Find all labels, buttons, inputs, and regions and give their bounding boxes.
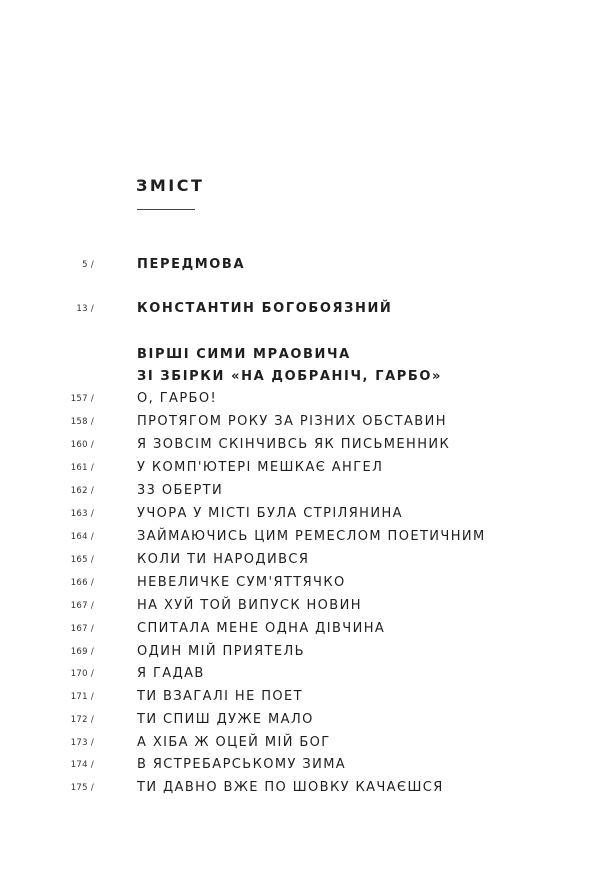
toc-entry[interactable] [0,506,600,526]
toc-entry-title: У КОМП'ЮТЕРІ МЕШКАЄ АНГЕЛ [137,460,384,475]
toc-page-number: 161 / [70,463,94,473]
toc-page-number: 164 / [70,532,94,542]
title-underline [137,209,195,210]
toc-entry-title: Я ЗОВСІМ СКІНЧИВСЬ ЯК ПИСЬМЕННИК [137,437,451,452]
toc-entry-title: А ХІБА Ж ОЦЕЙ МІЙ БОГ [137,735,331,750]
toc-entry[interactable] [0,257,600,277]
toc-entry[interactable] [0,437,600,457]
toc-page-number: 173 / [70,738,94,748]
toc-entry-title: Я ГАДАВ [137,666,205,681]
toc-entry[interactable] [0,529,600,549]
toc-entry-title: КОНСТАНТИН БОГОБОЯЗНИЙ [137,301,393,316]
toc-entry[interactable] [0,780,600,800]
toc-page-number: 5 / [82,260,94,270]
toc-page-number: 165 / [70,555,94,565]
toc-entry[interactable] [0,735,600,755]
toc-entry-title: О, ГАРБО! [137,391,218,406]
toc-page-number: 171 / [70,692,94,702]
toc-page-number: 172 / [70,715,94,725]
toc-entry-title: ТИ ДАВНО ВЖЕ ПО ШОВКУ КАЧАЄШСЯ [137,780,444,795]
toc-section-subtitle: ЗІ ЗБІРКИ «НА ДОБРАНІЧ, ГАРБО» [137,369,443,384]
toc-section-title: ВІРШІ СИМИ МРАОВИЧА [137,347,351,362]
toc-entry-title: НА ХУЙ ТОЙ ВИПУСК НОВИН [137,598,362,613]
toc-entry[interactable] [0,644,600,664]
toc-entry[interactable] [0,598,600,618]
toc-page-number: 175 / [70,783,94,793]
toc-entry-title: ТИ СПИШ ДУЖЕ МАЛО [137,712,314,727]
toc-entry-title: СПИТАЛА МЕНЕ ОДНА ДІВЧИНА [137,621,386,636]
toc-entry[interactable] [0,621,600,641]
toc-page-number: 160 / [70,440,94,450]
toc-entry-title: ПРОТЯГОМ РОКУ ЗА РІЗНИХ ОБСТАВИН [137,414,447,429]
page-title: ЗМІСТ [136,176,205,195]
toc-page-number: 162 / [70,486,94,496]
toc-entry[interactable] [0,391,600,411]
toc-section-heading [0,347,600,367]
toc-entry-title: НЕВЕЛИЧКЕ СУМ'ЯТТЯЧКО [137,575,346,590]
toc-entry[interactable] [0,712,600,732]
toc-page-number: 167 / [70,601,94,611]
toc-entry-title: В ЯСТРЕБАРСЬКОМУ ЗИМА [137,757,347,772]
toc-entry[interactable] [0,483,600,503]
toc-page-number: 169 / [70,647,94,657]
toc-entry[interactable] [0,666,600,686]
toc-entry-title: ОДИН МІЙ ПРИЯТЕЛЬ [137,644,305,659]
toc-page-number: 170 / [70,669,94,679]
toc-entry[interactable] [0,460,600,480]
toc-page-number: 174 / [70,760,94,770]
toc-entry[interactable] [0,689,600,709]
toc-page-number: 13 / [76,304,94,314]
toc-page-number: 158 / [70,417,94,427]
toc-entry-title: УЧОРА У МІСТІ БУЛА СТРІЛЯНИНА [137,506,403,521]
toc-entry-title: 33 ОБЕРТИ [137,483,224,498]
toc-entry-title: КОЛИ ТИ НАРОДИВСЯ [137,552,310,567]
toc-entry-title: ЗАЙМАЮЧИСЬ ЦИМ РЕМЕСЛОМ ПОЕТИЧНИМ [137,529,486,544]
toc-entry-title: ПЕРЕДМОВА [137,257,246,272]
toc-entry[interactable] [0,757,600,777]
toc-section-heading [0,369,600,389]
toc-entry[interactable] [0,575,600,595]
toc-entry[interactable] [0,301,600,321]
toc-entry[interactable] [0,552,600,572]
toc-page-number: 157 / [70,394,94,404]
toc-entry-title: ТИ ВЗАГАЛІ НЕ ПОЕТ [137,689,303,704]
toc-page-number: 166 / [70,578,94,588]
toc-page-number: 167 / [70,624,94,634]
toc-entry[interactable] [0,414,600,434]
toc-page-number: 163 / [70,509,94,519]
